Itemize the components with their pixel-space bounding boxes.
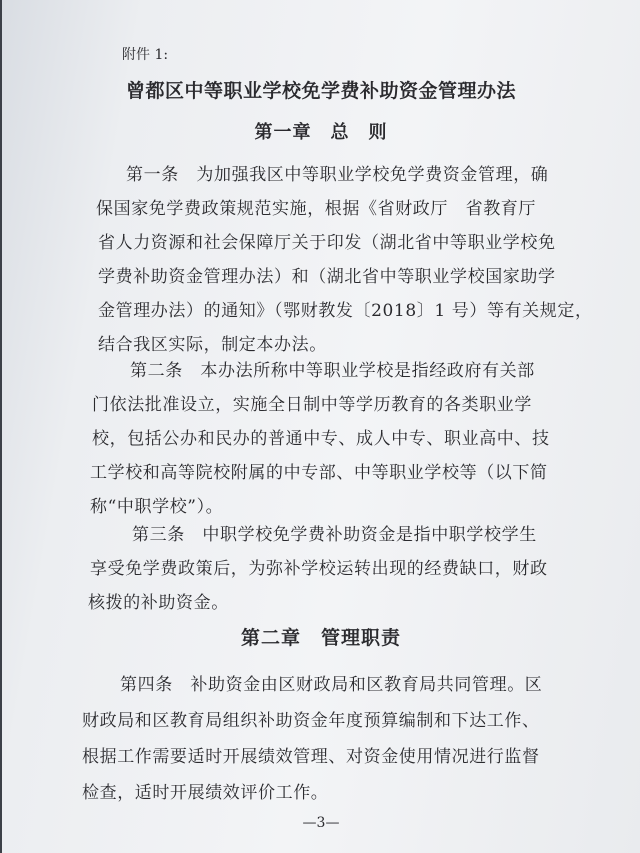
article-1-line-1: 第一条 为加强我区中等职业学校免学费资金管理，确 (126, 165, 549, 185)
article-3-line-2: 享受免学费政策后，为弥补学校运转出现的经费缺口，财政 (90, 559, 548, 579)
article-1-line-5: 金管理办法）的通知》（鄂财教发〔2018〕1 号）等有关规定， (98, 301, 593, 321)
article-1-line-2: 保国家免学费政策规范实施，根据《省财政厅 省教育厅 (96, 199, 536, 219)
article-4-line-3: 根据工作需要适时开展绩效管理、对资金使用情况进行监督 (82, 747, 540, 767)
article-1-line-4: 学费补助资金管理办法）和（湖北省中等职业学校国家助学 (98, 267, 556, 287)
article-1-line-6: 结合我区实际，制定本办法。 (98, 335, 327, 355)
article-2-line-3: 校，包括公办和民办的普通中专、成人中专、职业高中、技 (92, 429, 550, 449)
document-title: 曾都区中等职业学校免学费补助资金管理办法 (125, 80, 516, 102)
attachment-label: 附件 1: (122, 47, 169, 63)
chapter-1-heading: 第一章 总 则 (254, 122, 388, 143)
document-page (2, 0, 640, 853)
article-1-line-3: 省人力资源和社会保障厅关于印发（湖北省中等职业学校免 (98, 233, 556, 253)
chapter-2-heading: 第二章 管理职责 (240, 627, 401, 649)
article-4-line-2: 财政局和区教育局组织补助资金年度预算编制和下达工作、 (82, 711, 540, 731)
article-2-line-4: 工学校和高等院校附属的中专部、中等职业学校等（以下简 (90, 463, 548, 483)
article-4-line-1: 第四条 补助资金由区财政局和区教育局共同管理。区 (120, 675, 543, 695)
article-4-line-4: 检查，适时开展绩效评价工作。 (82, 783, 329, 803)
article-3-line-3: 核拨的补助资金。 (88, 593, 229, 613)
article-2-line-5: 称“中职学校”）。 (90, 497, 224, 517)
page-number: —3— (302, 815, 340, 831)
article-2-line-1: 第二条 本办法所称中等职业学校是指经政府有关部 (130, 361, 535, 381)
article-2-line-2: 门依法批准设立，实施全日制中等学历教育的各类职业学 (92, 395, 532, 415)
article-3-line-1: 第三条 中职学校免学费补助资金是指中职学校学生 (132, 525, 537, 545)
